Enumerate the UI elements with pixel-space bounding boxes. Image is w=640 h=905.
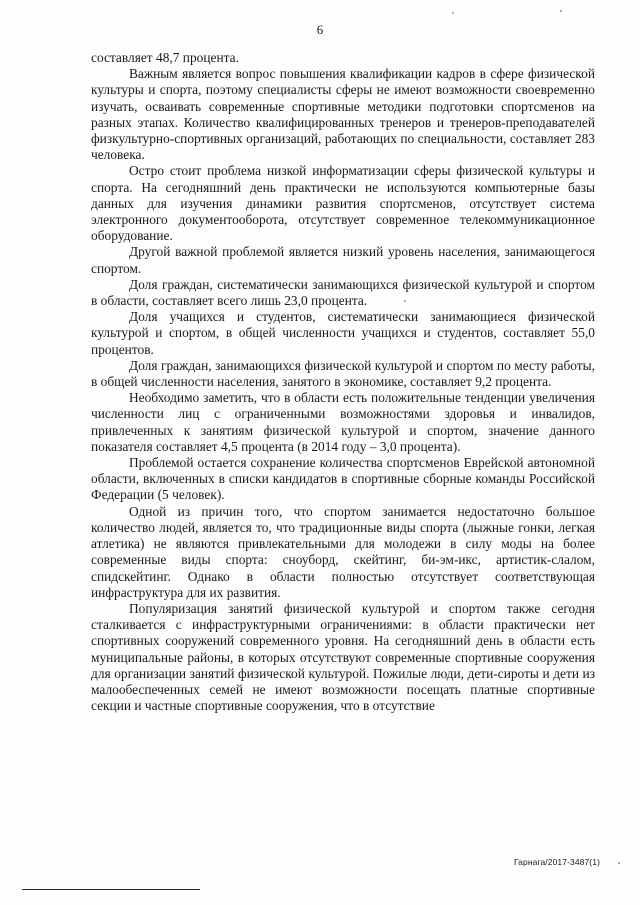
paragraph-1: составляет 48,7 процента. [91,50,239,65]
paragraph-8: Необходимо заметить, что в области есть положительные тенденции увеличения численности лиц с ограниченными возможностями здоровья и инвалидов, привлеченных к занятиям физической культурой и спортом, значение данного показателя составляет 4,5 процента (в 2014 году – 3,0 процента). [91,390,595,454]
scan-speck [404,300,406,302]
paragraph-4: Другой важной проблемой является низкий уровень населения, занимающегося спортом. [91,244,595,276]
body-text [91,50,595,714]
paragraph-10: Одной из причин того, что спортом занимается недостаточно большое количество людей, является то, что традиционные виды спорта (лыжные гонки, легкая атлетика) не являются привлекательными для молодежи в силу моды на более современные виды спорта: сноуборд, скейтинг, би-эм-икс, артистик-слалом, спидскейтинг. Однако в области полностью отсутствует соответствующая инфраструктура для их развития. [91,503,595,600]
paragraph-5: Доля граждан, систематически занимающихся физической культурой и спортом в области, составляет всего лишь 23,0 процента. [91,276,595,309]
footer-divider [22,889,200,890]
paragraph-2: Важным является вопрос повышения квалификации кадров в сфере физической культуры и спорта, поэтому специалисты сферы не имеют возможности своевременно изучать, осваивать современные спортивные методики подготовки спортсменов на разных этапах. Количество квалифицированных тренеров и тренеров-преподавателей физкультурно-спортивных организаций, работающих по специальности, составляет 283 человека. [91,66,595,163]
scan-speck [560,10,562,12]
paragraph-9: Проблемой остается сохранение количества спортсменов Еврейской автономной области, включенных в списки кандидатов в спортивные сборные команды Российской Федерации (5 человек). [91,455,595,503]
paragraph-6: Доля учащихся и студентов, систематически занимающиеся физической культурой и спортом, в общей численности учащихся и студентов, составляет 55,0 процентов. [91,309,595,357]
paragraph-11: Популяризация занятий физической культурой и спортом также сегодня сталкивается с инфраструктурными ограничениями: в области практически нет спортивных сооружений современного уровня. На сегодняшний день в области есть муниципальные районы, в которых отсутствуют современные спортивные сооружения для организации занятий физической культурой. Пожилые люди, дети-сироты и дети из малообеспеченных семей не имеют возможности посещать платные спортивные секции и частные спортивные сооружения, что в отсутствие [91,600,595,714]
paragraph-7: Доля граждан, занимающихся физической культурой и спортом по месту работы, в общей численности населения, занятого в экономике, составляет 9,2 процента. [91,357,595,390]
scan-speck [618,862,620,864]
scan-speck [452,12,454,14]
paragraph-3: Остро стоит проблема низкой информатизации сферы физической культуры и спорта. На сегодняшний день практически не используются компьютерные базы данных для изучения динамики развития спортсменов, отсутствует система электронного документооборота, отсутствует современное телекоммуникационное оборудование. [91,163,595,244]
page-number: 6 [316,22,324,37]
document-registration-code: Гарнага/2017-3487(1) [513,857,600,867]
